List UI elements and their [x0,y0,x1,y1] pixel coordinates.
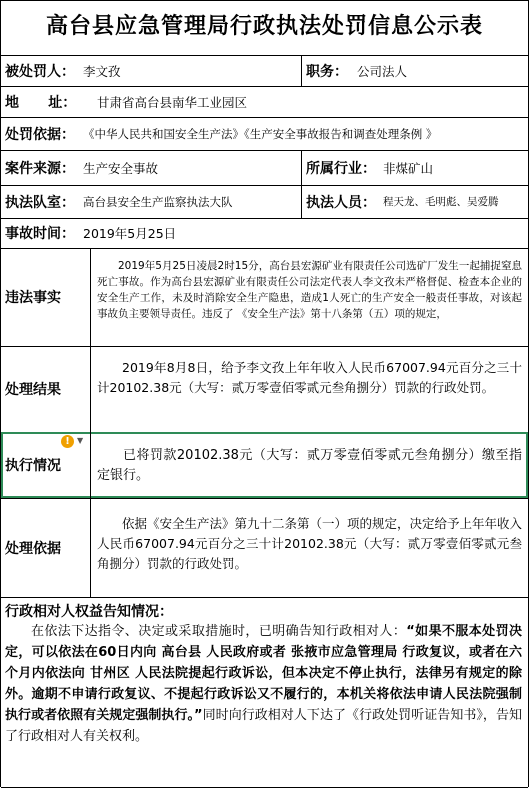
case-source-label: 案件来源： [5,160,75,177]
notice-body[interactable] [1,621,528,747]
address-label: 地 址： [5,94,77,111]
execution-row [1,432,528,499]
position-value[interactable]: 公司法人 [357,63,408,79]
notice-intro: 在依法下达指令、决定或采取措施时，已明确告知行政相对人： [31,624,407,639]
result-cell [90,346,528,432]
title-row [1,0,528,56]
case-source-value[interactable]: 生产安全事故 [83,160,159,176]
notice-rights-statement: “如果不服本处罚决定，可以依法在60日内向 高台县 人民政府或者 张掖市应急管理局 行政复议，或者在六个月内依法向 甘州区 人民法院提起行政诉讼，但本决定不停止执行，法律另有规定的除外。逾期不申请行政复议、不提起行政诉讼又不履行的，本机关将依法申请人民法院强制执行或者依照有关规定强制执行。” [5,624,522,723]
team-label: 执法队室： [5,194,75,211]
notice-tail: 同时向行政相对人下达了《行政处罚听证告知书》，告知了行政相对人有关权利。 [5,708,522,744]
handling-basis-row [1,498,528,598]
team-value[interactable]: 高台县安全生产监察执法大队 [83,194,233,209]
execution-label: 执行情况 [5,458,61,474]
violation-row [1,248,528,347]
execution-cell [90,432,528,498]
team-row [1,185,528,219]
result-row [1,346,528,433]
basis-law-value[interactable]: 《中华人民共和国安全生产法》《生产安全事故报告和调查处理条例 》 [83,126,438,141]
chevron-down-icon[interactable]: ▼ [77,436,84,445]
person-row [1,55,528,87]
industry-value[interactable]: 非煤矿山 [383,160,434,176]
basis-law-row [1,117,528,151]
person-value[interactable]: 李文孜 [83,63,121,79]
address-row [1,86,528,118]
violation-label: 违法事实 [5,290,61,306]
incident-time-value[interactable]: 2019年5月25日 [83,226,177,241]
person-label: 被处罚人： [5,63,75,80]
execution-text[interactable]: 已将罚款20102.38元（大写：贰万零壹佰零贰元叁角捌分）缴至指定银行。 [97,448,522,483]
position-label: 职务： [301,55,353,86]
case-source-row [1,150,528,186]
address-value[interactable]: 甘肃省高台县南华工业园区 [97,94,248,110]
officers-value[interactable]: 程天龙、毛明彪、吴爱腾 [383,196,499,208]
handling-basis-text[interactable]: 依据《安全生产法》第九十二条第（一）项的规定，决定给予上年年收入人民币67007.94元百分之三十计20102.38元（大写：贰万零壹佰零贰元叁角捌分）罚款的行政处罚。 [97,516,523,571]
result-text[interactable]: 2019年8月8日，给予李文孜上年年收入人民币67007.94元百分之三十计20102.38元（大写：贰万零壹佰零贰元叁角捌分）罚款的行政处罚。 [97,360,522,395]
handling-basis-cell [90,498,528,597]
industry-label: 所属行业： [301,150,379,185]
officers-label: 执法人员： [301,185,379,218]
basis-law-label: 处罚依据： [5,126,75,143]
notice-row [1,597,528,788]
right-border [528,0,529,787]
result-label: 处理结果 [5,382,61,398]
notice-heading: 行政相对人权益告知情况： [5,604,173,620]
warning-icon[interactable]: ! [61,435,74,448]
violation-cell [90,248,528,346]
violation-text[interactable]: 2019年5月25日凌晨2时15分，高台县宏源矿业有限责任公司选矿厂发生一起捕捉窒息死亡事故。作为高台县宏源矿业有限责任公司法定代表人李文孜未严格督促、检查本企业的安全生产工作，未及时消除安全生产隐患，造成1人死亡的生产安全一般责任事故，对该起事故负主要领导责任。违反了 《安全生产法》第十八条第（五）项的规定， [97,260,522,320]
incident-time-row [1,218,528,249]
handling-basis-label: 处理依据 [5,540,61,557]
page-title: 高台县应急管理局行政执法处罚信息公示表 [45,14,483,39]
incident-time-label: 事故时间： [5,226,75,242]
